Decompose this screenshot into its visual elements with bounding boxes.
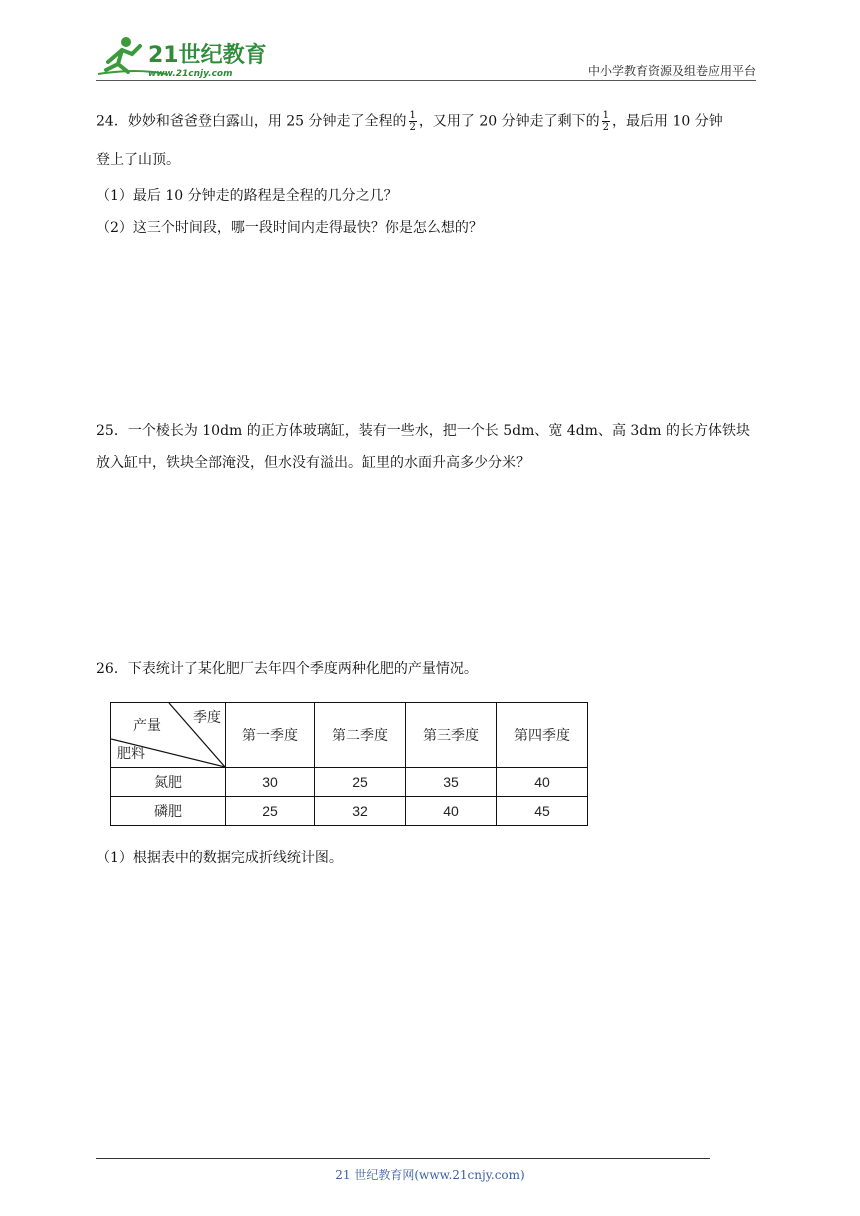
table-header-row <box>111 703 588 768</box>
col-header: 第三季度 <box>406 703 497 768</box>
q24-text-b: ，又用了 20 分钟走了剩下的 <box>418 113 600 130</box>
table-cell: 45 <box>497 797 588 826</box>
table-row <box>111 797 588 826</box>
q26-line1: 26．下表统计了某化肥厂去年四个季度两种化肥的产量情况。 <box>96 661 478 677</box>
platform-title: 中小学教育资源及组卷应用平台 <box>587 64 756 78</box>
logo-url: www.21cnjy.com <box>148 69 233 79</box>
q24-text-c: ，最后用 10 分钟 <box>612 113 723 130</box>
q24-sub1: （1）最后 10 分钟走的路程是全程的几分之几？ <box>96 188 398 204</box>
table-corner-cell <box>111 703 226 768</box>
q25-line1: 25．一个棱长为 10dm 的正方体玻璃缸，装有一些水，把一个长 5dm、宽 4dm、高 3dm 的长方体铁块 <box>96 423 750 439</box>
table-cell: 40 <box>406 797 497 826</box>
q25-line2: 放入缸中，铁块全部淹没，但水没有溢出。缸里的水面升高多少分米？ <box>96 455 530 471</box>
table-cell: 40 <box>497 768 588 797</box>
corner-fertilizer-label: 肥料 <box>117 745 145 761</box>
q26-sub1: （1）根据表中的数据完成折线统计图。 <box>96 850 343 866</box>
site-logo <box>96 34 266 80</box>
corner-season-label: 季度 <box>193 709 221 725</box>
col-header: 第四季度 <box>497 703 588 768</box>
row-label: 磷肥 <box>111 797 226 826</box>
table-cell: 25 <box>315 768 406 797</box>
fertilizer-table <box>110 702 588 826</box>
table-row <box>111 768 588 797</box>
table-cell: 25 <box>226 797 315 826</box>
col-header: 第二季度 <box>315 703 406 768</box>
footer-link[interactable]: 21 世纪教育网(www.21cnjy.com) <box>335 1168 525 1182</box>
frac2-numerator: 1 <box>602 110 609 121</box>
table-cell: 35 <box>406 768 497 797</box>
frac2-denominator: 2 <box>602 122 609 133</box>
q24-fraction-1 <box>409 110 417 133</box>
table-cell: 30 <box>226 768 315 797</box>
q24-fraction-2 <box>602 110 610 133</box>
q24-line2: 登上了山顶。 <box>96 152 180 168</box>
q24-sub2: （2）这三个时间段，哪一段时间内走得最快？你是怎么想的？ <box>96 220 483 236</box>
frac1-denominator: 2 <box>409 122 416 133</box>
q24-line1 <box>96 110 723 133</box>
corner-output-label: 产量 <box>133 717 161 733</box>
footer-divider <box>96 1158 710 1159</box>
q24-text-a: 24．妙妙和爸爸登白露山，用 25 分钟走了全程的 <box>96 113 407 130</box>
row-label: 氮肥 <box>111 768 226 797</box>
logo-text: 21世纪教育 <box>148 43 266 68</box>
header-divider <box>96 80 756 81</box>
table-cell: 32 <box>315 797 406 826</box>
frac1-numerator: 1 <box>409 110 416 121</box>
col-header: 第一季度 <box>226 703 315 768</box>
